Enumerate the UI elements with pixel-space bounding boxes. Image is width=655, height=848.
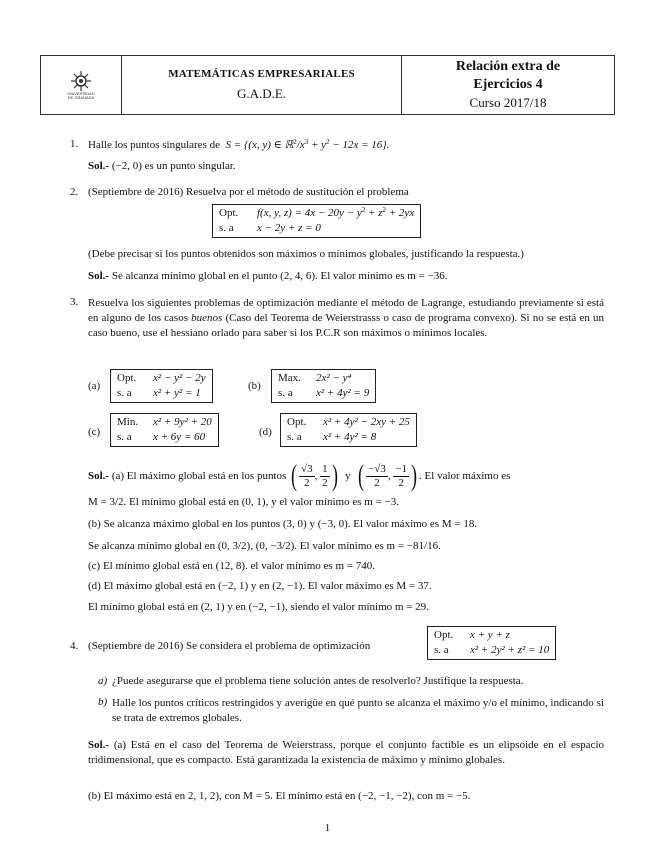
problem-2-solution-text: Se alcanza mínimo global en el punto (2, 4, 6). El valor mínimo es m = −36.: [111, 270, 448, 282]
problem-2-solution: [88, 270, 447, 282]
box-key: s. a: [117, 387, 132, 399]
solution-a-tail: . El valor máximo es: [419, 470, 511, 482]
frac-den: 2: [374, 476, 380, 489]
constraint: x² + 2y² + z² = 10: [470, 644, 550, 656]
frac-num: 1: [322, 462, 328, 475]
box-key: Opt.: [219, 207, 239, 219]
problem-3-line-M: M = 3/2. El mínimo global está en (0, 1), y el valor mínimo es m = −3.: [88, 496, 399, 508]
sol-label: Sol.-: [88, 160, 110, 172]
problem-1-solution: [88, 160, 236, 172]
problem-2-number: 2.: [70, 186, 79, 198]
header-title-cell: [402, 56, 614, 114]
objective-b: + z: [365, 207, 383, 219]
constraint: x + 6y = 60: [153, 431, 206, 443]
solution-a-text: (a) El máximo global está en los puntos: [111, 470, 287, 482]
box-key: Opt.: [117, 372, 137, 384]
problem-3-text-b: (Caso del Teorema de Weierstrasss o caso de programa convexo). Si no se está en un caso bueno, use el hessiano orlado para saber si los P.C.R son máximos o mínimos locales.: [88, 312, 605, 339]
objective: x² + 4y² − 2xy + 25: [323, 416, 410, 428]
question-b-text: Halle los puntos críticos restringidos y averigüe en qué punto se alcanza el máximo y/o el mínimo, indicando si se trata de extremos globales.: [112, 697, 604, 724]
box-key: s. a: [117, 431, 132, 443]
problem-3-solution-a: [88, 458, 510, 494]
objective-c: + 2yx: [385, 207, 415, 219]
logo-text-2: DE GRANADA: [67, 95, 95, 100]
sol-label: Sol.-: [88, 270, 110, 282]
problem-1-text: Halle los puntos singulares de: [88, 139, 220, 151]
sol-label: Sol.-: [88, 739, 110, 751]
problem-1-math-a: S = {(x, y) ∈ ℝ: [225, 139, 294, 151]
frac-den: 2: [398, 476, 404, 489]
problem-3-line-d2: El mínimo global está en (2, 1) y en (−2, −1), siendo el valor mínimo m = 29.: [88, 601, 429, 613]
subject-title: MATEMÁTICAS EMPRESARIALES: [168, 68, 355, 80]
header-subject-cell: [122, 56, 402, 114]
subproblem-b-label: (b): [248, 380, 261, 392]
objective: x² − y² − 2y: [153, 372, 206, 384]
sheet-title-2: Ejercicios 4: [473, 77, 543, 92]
problem-2-note: (Debe precisar si los puntos obtenidos son máximos o mínimos globales, justificando la respuesta.): [88, 248, 524, 260]
subproblem-d-box: [280, 413, 417, 447]
degree-title: G.A.D.E.: [236, 86, 287, 101]
subproblem-b-box: [271, 369, 376, 403]
problem-2-text: (Septiembre de 2016) Resuelva por el método de sustitución el problema: [88, 186, 409, 198]
problem-1-math-d: − 12x = 16}.: [329, 139, 390, 151]
objective: 2x² − y⁴: [316, 372, 352, 384]
box-key: s. a: [219, 222, 234, 234]
page-number: 1: [324, 822, 331, 834]
question-a-text: ¿Puede asegurarse que el problema tiene solución antes de resolverlo? Justifique la respuesta.: [112, 675, 524, 687]
frac-den: 2: [304, 476, 310, 489]
problem-3-statement: [88, 296, 604, 341]
objective: x + y + z: [470, 629, 510, 641]
problem-1-math-c: + y: [308, 139, 327, 151]
subproblem-c-box: [110, 413, 219, 447]
frac-num: √3: [301, 462, 313, 475]
box-key: Max.: [278, 372, 301, 384]
problem-4-solution-a: [88, 738, 604, 768]
sol-label: Sol.-: [88, 470, 110, 482]
problem-3-line-c: (c) El mínimo global está en (12, 8). el valor mínimo es m = 740.: [88, 560, 375, 572]
problem-3-line-d1: (d) El máximo global está en (−2, 1) y en (2, −1). El valor máximo es M = 37.: [88, 580, 432, 592]
university-logo: [41, 56, 122, 114]
problem-4-number: 4.: [70, 640, 79, 652]
point-2: ( $\frac{-√3}{2}$ , $\frac{-1}{2}$ ): [358, 459, 418, 492]
subproblem-a-label: (a): [88, 380, 101, 392]
logo-text-1: UNIVERSIDAD: [67, 91, 95, 96]
problem-3-number: 3.: [70, 296, 79, 308]
frac-num: −1: [395, 462, 408, 475]
frac-num: −√3: [368, 462, 386, 475]
problem-3-line-b1: (b) Se alcanza máximo global en los puntos (3, 0) y (−3, 0). El valor máximo es M = 18.: [88, 518, 478, 530]
problem-3-text-a: Resuelva los siguientes problemas de optimización mediante el método de Lagrange, estudiando previamente si está en alguno de los casos: [88, 297, 604, 324]
problem-3-emphasis: buenos: [191, 312, 223, 324]
constraint: x² + y² = 1: [153, 387, 201, 399]
problem-3-line-b2: Se alcanza mínimo global en (0, 3/2), (0, −3/2). El valor mínimo es m = −81/16.: [88, 540, 441, 552]
problem-1-solution-text: (−2, 0) es un punto singular.: [111, 160, 236, 172]
problem-2-box: Opt. f(x, y, $z) = 4x - 20y - y^2 + z^2 + 2yx$ s. a x − 2y + z = 0: [212, 204, 421, 238]
box-key: s. a: [278, 387, 293, 399]
problem-4-solution-b: (b) El máximo está en 2, 1, 2), con M = 5. El mínimo está en (−2, −1, −2), con m = −5.: [88, 790, 471, 802]
sheet-title-1: Relación extra de: [455, 59, 561, 74]
box-key: s. a: [287, 431, 302, 443]
constraint: x² + 4y² = 8: [323, 431, 377, 443]
course-label: Curso 2017/18: [469, 95, 547, 110]
header-box: [40, 55, 615, 115]
box-key: Min.: [117, 416, 139, 428]
problem-4-box: [427, 626, 556, 660]
constraint: x² + 4y² = 9: [316, 387, 370, 399]
subproblem-d-label: (d): [259, 426, 272, 438]
problem-4-solution-a-text: (a) Está en el caso del Teorema de Weierstrass, porque el conjunto factible es un elipsoide en el espacio tridimensional, que es compacto. Está garantizada la existencia de máximo y mínimo globales.: [88, 739, 605, 766]
objective-a: f(x, y, z) = 4x − 20y − y: [257, 207, 362, 219]
subproblem-a-box: [110, 369, 213, 403]
frac-den: 2: [322, 476, 328, 489]
subproblem-c-label: (c): [88, 426, 101, 438]
problem-1-statement: Halle los puntos singulares de S = {(x, y) ∈ $ℝ^2/x^3 + y^2 - 12x = 16$}.: [88, 138, 390, 151]
box-key: Opt.: [434, 629, 454, 641]
and-word: y: [345, 470, 351, 482]
point-1: ( $\frac{√3}{2}$ , $\frac{1}{2}$ ): [291, 459, 338, 492]
box-key: Opt.: [287, 416, 307, 428]
problem-1-number: 1.: [70, 138, 79, 150]
question-a-label: a): [98, 675, 108, 687]
constraint: x − 2y + z = 0: [257, 222, 321, 234]
box-key: s. a: [434, 644, 449, 656]
problem-1-math-b: /x: [296, 139, 305, 151]
crest-icon: [70, 70, 92, 92]
question-b-label: b): [98, 696, 108, 708]
objective: x² + 9y² + 20: [153, 416, 212, 428]
problem-4-text: (Septiembre de 2016) Se considera el problema de optimización: [88, 640, 371, 652]
